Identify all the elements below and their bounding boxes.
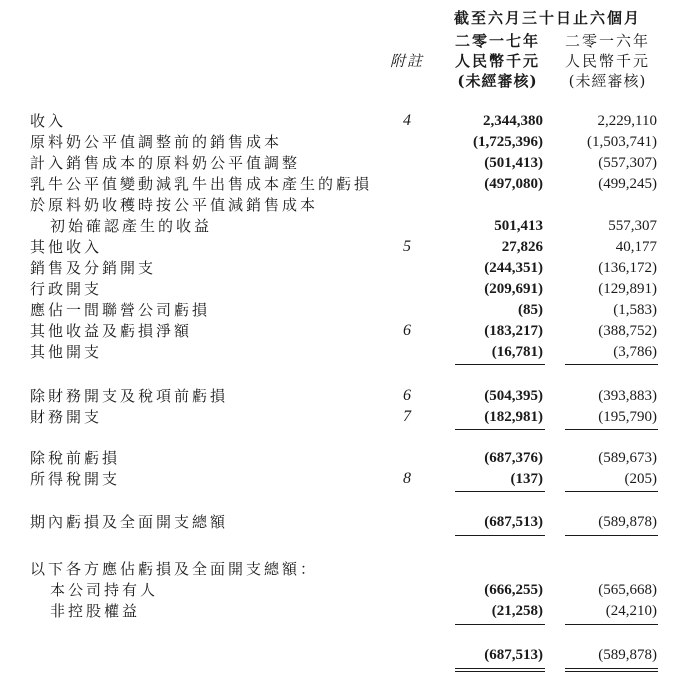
value-2016: (499,245) — [598, 176, 657, 192]
table-row — [0, 406, 700, 428]
subtotal-rule-2017 — [455, 491, 545, 492]
row-label: 以下各方應佔虧損及全面開支總額： — [30, 560, 319, 578]
table-row — [0, 110, 700, 132]
value-2016: (195,790) — [598, 409, 657, 425]
row-note: 4 — [403, 112, 411, 129]
value-2017: (501,413) — [484, 155, 543, 171]
row-label: 原料奶公平值調整前的銷售成本 — [30, 133, 283, 151]
value-2016: (589,673) — [598, 450, 657, 466]
value-2016: (129,891) — [598, 281, 657, 297]
table-row — [0, 299, 700, 321]
value-2016: (557,307) — [598, 155, 657, 171]
year-2016-heading: 二零一六年 — [564, 32, 650, 50]
row-label: 除財務開支及稅項前虧損 — [30, 387, 229, 405]
table-row — [0, 468, 700, 490]
table-row — [0, 644, 700, 666]
subtotal-rule-2016 — [565, 364, 658, 365]
row-label: 除稅前虧損 — [30, 449, 121, 467]
value-2017: (687,513) — [484, 647, 543, 663]
value-2017: 501,413 — [494, 218, 543, 234]
table-row — [0, 278, 700, 300]
unit-2016-heading: 人民幣千元 — [564, 52, 650, 70]
value-2016: (388,752) — [598, 323, 657, 339]
value-2017: (497,080) — [484, 176, 543, 192]
table-row — [0, 447, 700, 469]
value-2016: (589,878) — [598, 647, 657, 663]
row-label: 計入銷售成本的原料奶公平值調整 — [30, 154, 301, 172]
total-rule-2016 — [565, 535, 658, 536]
audit-2016-heading: (未經審核) — [568, 72, 647, 90]
table-row — [0, 173, 700, 195]
audit-2017-heading: (未經審核) — [457, 72, 538, 90]
value-2016: 557,307 — [608, 218, 657, 234]
value-2016: 2,229,110 — [597, 113, 657, 129]
value-2017: (182,981) — [484, 409, 543, 425]
row-label: 其他收入 — [30, 238, 103, 256]
value-2017: (666,255) — [484, 582, 543, 598]
value-2016: (565,668) — [598, 582, 657, 598]
grand-total-rule-2016 — [565, 668, 658, 669]
value-2016: (393,883) — [598, 388, 657, 404]
table-row — [0, 600, 700, 622]
table-row — [0, 385, 700, 407]
value-2016: (1,503,741) — [587, 134, 657, 150]
value-2017: (137) — [510, 471, 543, 487]
grand-total-rule-2017 — [455, 668, 545, 669]
table-row — [0, 341, 700, 363]
table-row — [0, 558, 700, 580]
row-label: 本公司持有人 — [50, 581, 159, 599]
row-label: 乳牛公平值變動減乳牛出售成本產生的虧損 — [30, 175, 373, 193]
row-label: 應佔一間聯營公司虧損 — [30, 301, 211, 319]
value-2016: 40,177 — [615, 239, 657, 255]
table-row — [0, 131, 700, 153]
grand-total-double-rule-2016 — [565, 671, 658, 672]
row-label: 收入 — [30, 112, 67, 130]
unit-2017-heading: 人民幣千元 — [454, 52, 540, 70]
table-row — [0, 152, 700, 174]
row-label: 財務開支 — [30, 408, 103, 426]
table-row — [0, 320, 700, 342]
subtotal-rule-2016 — [565, 624, 658, 625]
value-2017: (16,781) — [491, 344, 543, 360]
table-row — [0, 579, 700, 601]
value-2017: (244,351) — [484, 260, 543, 276]
value-2016: (136,172) — [598, 260, 657, 276]
row-note: 5 — [403, 238, 411, 255]
subtotal-rule-2017 — [455, 429, 545, 430]
value-2017: 2,344,380 — [483, 113, 543, 129]
row-label: 非控股權益 — [50, 602, 141, 620]
row-note: 6 — [403, 387, 411, 404]
total-rule-2017 — [455, 535, 545, 536]
value-2017: (504,395) — [484, 388, 543, 404]
row-label: 銷售及分銷開支 — [30, 259, 157, 277]
note-column-heading: 附註 — [389, 54, 424, 70]
year-2017-heading: 二零一七年 — [454, 32, 540, 50]
table-row — [0, 511, 700, 533]
row-label: 所得稅開支 — [30, 470, 121, 488]
row-label: 於原料奶收穫時按公平值減銷售成本 — [30, 196, 319, 214]
value-2017: (1,725,396) — [473, 134, 543, 150]
value-2017: (209,691) — [484, 281, 543, 297]
value-2017: (85) — [518, 302, 543, 318]
table-row — [0, 236, 700, 258]
row-label: 其他開支 — [30, 343, 103, 361]
value-2016: (3,786) — [613, 344, 657, 360]
table-row — [0, 215, 700, 237]
value-2017: (21,258) — [491, 603, 543, 619]
value-2017: (183,217) — [484, 323, 543, 339]
row-label: 初始確認產生的收益 — [50, 217, 213, 235]
row-label: 其他收益及虧損淨額 — [30, 322, 193, 340]
subtotal-rule-2016 — [565, 429, 658, 430]
row-label: 行政開支 — [30, 280, 103, 298]
grand-total-double-rule-2017 — [455, 671, 545, 672]
row-note: 6 — [403, 322, 411, 339]
table-row — [0, 257, 700, 279]
subtotal-rule-2017 — [455, 624, 545, 625]
table-row — [0, 194, 700, 216]
row-label: 期內虧損及全面開支總額 — [30, 513, 229, 531]
value-2016: (205) — [624, 471, 657, 487]
value-2017: (687,513) — [484, 514, 543, 530]
subtotal-rule-2016 — [565, 491, 658, 492]
row-note: 8 — [403, 470, 411, 487]
row-note: 7 — [403, 408, 411, 425]
value-2016: (1,583) — [613, 302, 657, 318]
value-2017: 27,826 — [501, 239, 543, 255]
subtotal-rule-2017 — [455, 364, 545, 365]
value-2016: (24,210) — [605, 603, 657, 619]
period-heading: 截至六月三十日止六個月 — [453, 9, 641, 27]
value-2017: (687,376) — [484, 450, 543, 466]
value-2016: (589,878) — [598, 514, 657, 530]
